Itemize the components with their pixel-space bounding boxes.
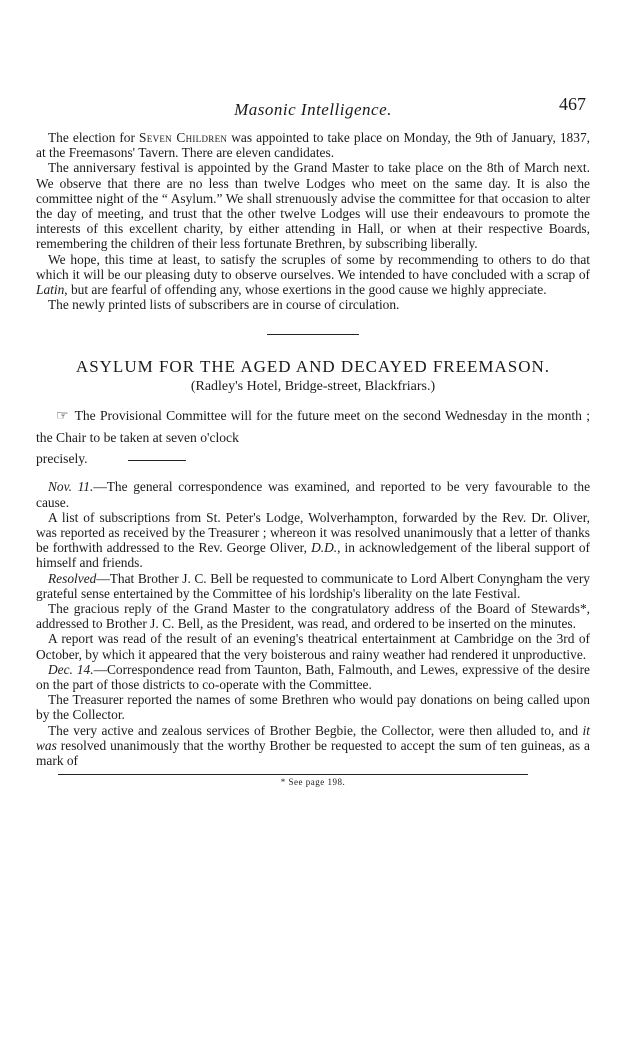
- paragraph-report: A report was read of the result of an evening's theatrical entertainment at Cambridge on the 3rd of October, by which it appeared that the very boisterous and rainy weather had rendered it unproductive.: [36, 631, 590, 662]
- paragraph-resolved: Resolved—That Brother J. C. Bell be requested to communicate to Lord Albert Conyngham the very grateful sense entertained by the Committee of his lordship's liberality on the late Festival.: [36, 570, 590, 601]
- paragraph-lists: The newly printed lists of subscribers are in course of circulation.: [48, 297, 400, 313]
- asylum-subheading: (Radley's Hotel, Bridge-street, Blackfriars.): [190, 379, 436, 395]
- notice-paragraph: ☞ The Provisional Committee will for the future meet on the second Wednesday in the month ; the Chair to be taken at seven o'clock: [36, 408, 590, 446]
- page-number: 467: [559, 94, 586, 114]
- notice-rule: [128, 460, 186, 461]
- resolved-label: Resolved: [48, 570, 97, 586]
- paragraph-begbie: The very active and zealous services of Brother Begbie, the Collector, were then alluded to, and it was resolved unanimously that the worthy Brother be requested to accept the sum of ten guineas, as a mark of: [36, 722, 590, 769]
- footnote: * See page 198.: [280, 777, 346, 788]
- paragraph-election: The election for Seven Children was appointed to take place on Monday, the 9th of January, 1837, at the Freemasons' Tavern. There are eleven candidates.: [36, 130, 590, 161]
- notice-end: precisely.: [36, 451, 88, 467]
- paragraph-hope: We hope, this time at least, to satisfy the scruples of some by recommending to others to do that which it will be our pleasing duty to observe ourselves. We intended to have concluded with a scrap of Latin, but are fearful of offending any, whose exertions in the good cause we highly appreciate.: [36, 251, 590, 298]
- asylum-heading: ASYLUM FOR THE AGED AND DECAYED FREEMASON.: [75, 357, 551, 377]
- date-dec: Dec. 14.: [48, 661, 94, 677]
- pointing-hand-icon: ☞: [56, 409, 69, 425]
- page: [36, 94, 591, 788]
- paragraph-treasurer: The Treasurer reported the names of some Brethren who would pay donations on being called upon by the Collector.: [36, 692, 590, 723]
- paragraph-reply: The gracious reply of the Grand Master to the congratulatory address of the Board of Stewards*, addressed to Brother J. C. Bell, as the President, was read, and ordered to be inserted on the minutes.: [36, 601, 590, 632]
- asylum-notice: [36, 405, 590, 469]
- paragraph-dec: Dec. 14.—Correspondence read from Taunton, Bath, Falmouth, and Lewes, expressive of the desire on the part of those districts to co-operate with the Committee.: [36, 661, 590, 693]
- paragraph-festival: The anniversary festival is appointed by the Grand Master to take place on the 8th of March next. We observe that there are no less than twelve Lodges who meet on the same day. It is also the committee night of the “ Asylum.” We shall strenuously advise the committee for that occasion to alter the day of meeting, and trust that the other twelve Lodges will use their endeavours to promote the interests of this excellent charity, by either attending in Hall, or when at their respective Boards, remembering the children of their less fortunate Brethren, by subscribing liberally.: [36, 160, 590, 252]
- date-nov: Nov. 11.: [48, 479, 94, 495]
- running-title: Masonic Intelligence.: [234, 100, 392, 119]
- paragraph-list: A list of subscriptions from St. Peter's Lodge, Wolverhampton, forwarded by the Rev. Dr. Oliver, was reported as received by the Treasurer ; whereon it was resolved unanimously that a letter of thanks be forthwith addressed to the Rev. George Oliver, D.D., in acknowledgement of the liberal support of himself and friends.: [36, 509, 591, 571]
- paragraph-nov: Nov. 11.—The general correspondence was examined, and reported to be very favourable to the cause.: [36, 479, 591, 510]
- running-header: [36, 94, 590, 130]
- section-divider: [267, 334, 359, 335]
- footnote-rule: [58, 774, 528, 775]
- seven-children-smallcaps: Seven Children: [139, 130, 228, 145]
- intro-section: [36, 130, 590, 312]
- minutes-section: [36, 479, 590, 768]
